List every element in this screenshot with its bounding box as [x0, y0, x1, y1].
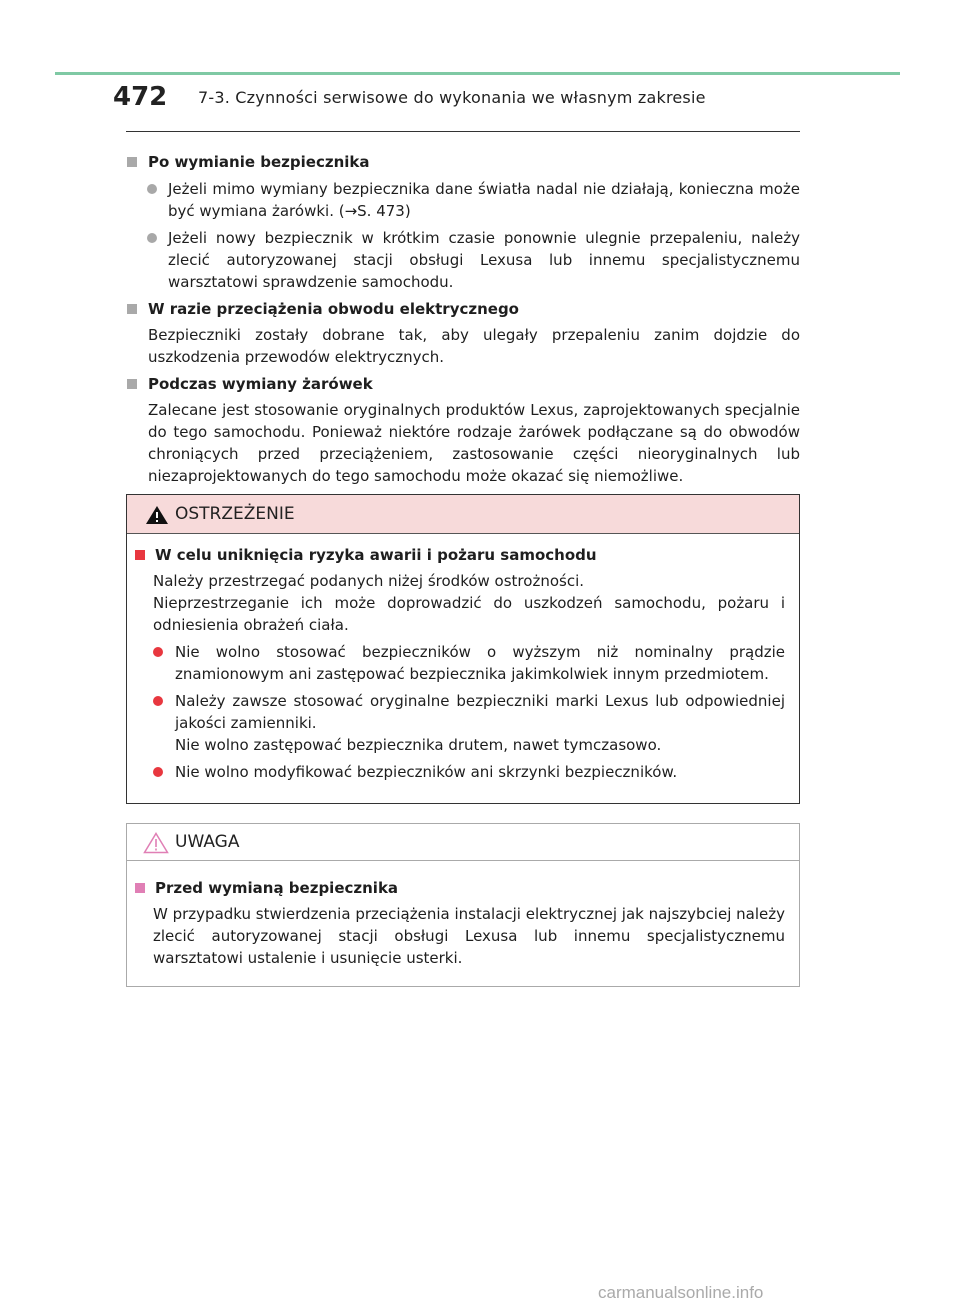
watermark: carmanualsonline.info — [598, 1283, 764, 1302]
round-bullet-icon — [153, 767, 163, 777]
section-heading: W razie przeciążenia obwodu elektrycznego — [126, 298, 800, 320]
caution-triangle-icon — [143, 832, 169, 854]
list-item: Jeżeli nowy bezpiecznik w krótkim czasie ponownie ulegnie przepaleniu, należy zlecić autoryzowanej stacji obsługi Lexusa lub innemu specjalistycznemu warsztatowi sprawdzenie samochodu. — [126, 227, 800, 293]
square-bullet-icon — [135, 883, 145, 893]
list-item: Jeżeli mimo wymiany bezpiecznika dane światła nadal nie działają, konieczna może być wymiana żarówki. (→S. 473) — [126, 178, 800, 222]
warning-title-bar — [127, 495, 799, 534]
square-bullet-icon — [127, 304, 137, 314]
section-paragraph: Zalecane jest stosowanie oryginalnych produktów Lexus, zaprojektowanych specjalnie do tego samochodu. Ponieważ niektóre rodzaje żarówek podłączane są do obwodów chroniących przed przeciążeniem, zastosowanie części nieoryginalnych lub niezaprojektowanych do tego samochodu może okazać się niemożliwe. — [148, 401, 800, 485]
chapter-title: 7-3. Czynności serwisowe do wykonania we własnym zakresie — [198, 88, 706, 107]
list-item: Nie wolno modyfikować bezpieczników ani skrzynki bezpieczników. — [135, 761, 785, 783]
caution-heading: Przed wymianą bezpiecznika — [135, 877, 785, 899]
round-bullet-icon — [147, 184, 157, 194]
warning-label: OSTRZEŻENIE — [175, 504, 295, 524]
list-item: Należy zawsze stosować oryginalne bezpieczniki marki Lexus lub odpowiedniej jakości zamienniki. Nie wolno zastępować bezpiecznika drutem, nawet tymczasowo. — [135, 690, 785, 756]
round-bullet-icon — [153, 696, 163, 706]
warning-intro: Nieprzestrzeganie ich może doprowadzić do uszkodzeń samochodu, pożaru i odniesienia obrażeń ciała. — [153, 594, 785, 634]
square-bullet-icon — [127, 157, 137, 167]
caution-title-bar — [127, 824, 799, 861]
warning-triangle-icon — [145, 505, 169, 525]
section-heading: Podczas wymiany żarówek — [126, 373, 800, 395]
section-heading: Po wymianie bezpiecznika — [126, 151, 800, 173]
list-item: Nie wolno stosować bezpieczników o wyższym niż nominalny prądzie znamionowym ani zastępować bezpiecznika jakimkolwiek innym przedmiotem. — [135, 641, 785, 685]
page-number: 472 — [113, 82, 168, 112]
header-rule — [55, 72, 900, 75]
caution-paragraph: W przypadku stwierdzenia przeciążenia instalacji elektrycznej jak najszybciej należy zlecić autoryzowanej stacji obsługi Lexusa lub innemu specjalistycznemu warsztatowi ustalenie i usunięcie usterki. — [153, 905, 785, 967]
round-bullet-icon — [147, 233, 157, 243]
warning-heading: W celu uniknięcia ryzyka awarii i pożaru samochodu — [135, 544, 785, 566]
round-bullet-icon — [153, 647, 163, 657]
square-bullet-icon — [135, 550, 145, 560]
section-paragraph: Bezpieczniki zostały dobrane tak, aby ulegały przepaleniu zanim dojdzie do uszkodzenia przewodów elektrycznych. — [148, 326, 800, 366]
content-rule — [126, 131, 800, 132]
caution-box — [126, 823, 800, 987]
warning-intro: Należy przestrzegać podanych niżej środków ostrożności. — [153, 572, 585, 590]
main-content — [126, 146, 800, 487]
warning-content — [127, 534, 799, 783]
caution-label: UWAGA — [175, 832, 240, 852]
caution-content — [127, 861, 799, 969]
warning-box — [126, 494, 800, 804]
square-bullet-icon — [127, 379, 137, 389]
